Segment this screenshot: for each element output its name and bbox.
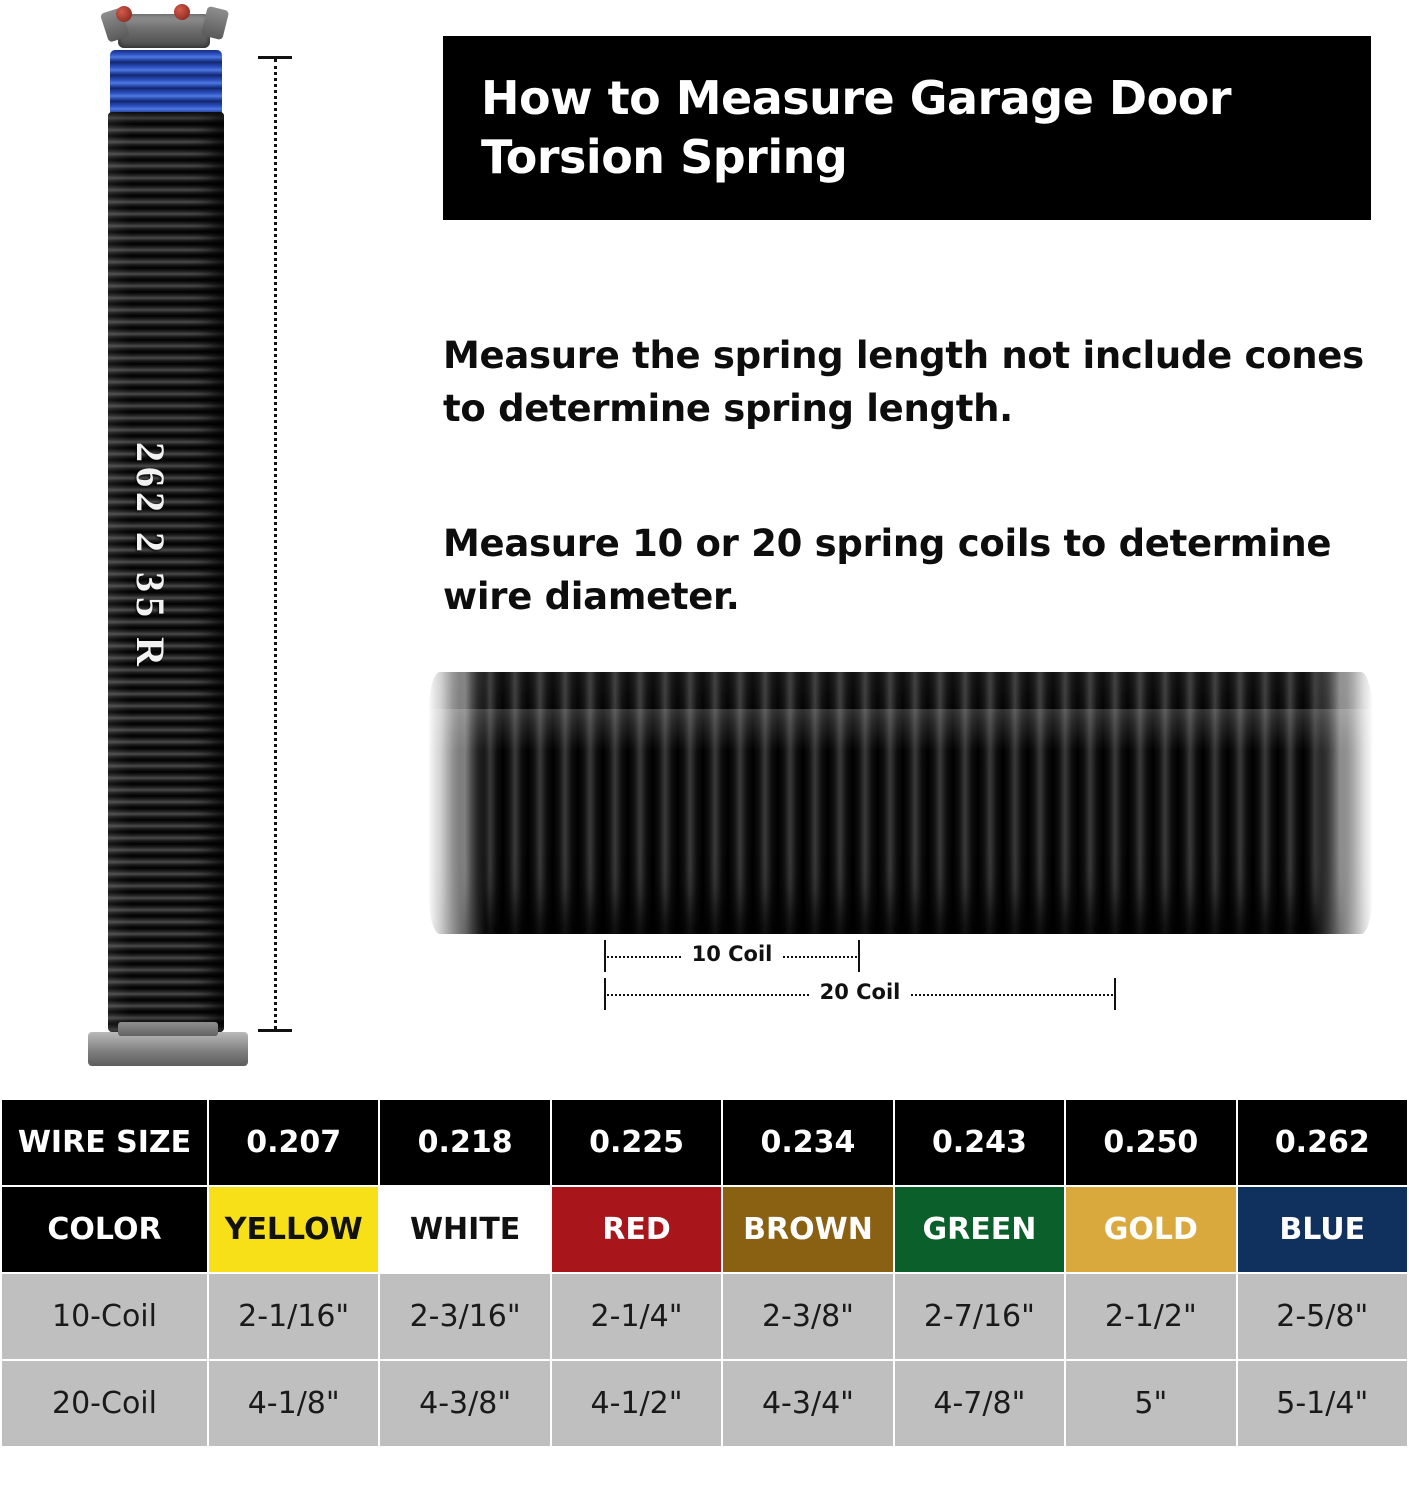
cell-wire-size-1: 0.207	[208, 1099, 379, 1186]
table-row-color	[1, 1186, 1408, 1273]
cell-wire-size-7: 0.262	[1237, 1099, 1408, 1186]
cell-color-5: GREEN	[894, 1186, 1065, 1273]
stationary-cone-base	[88, 1032, 248, 1066]
ten-coil-label: 10 Coil	[683, 942, 782, 966]
instruction-line-2: Measure 10 or 20 spring coils to determine wire diameter.	[443, 522, 1332, 618]
cell-twenty-coil-1: 4-1/8"	[208, 1360, 379, 1447]
cone-setscrew-left	[116, 6, 132, 22]
cell-color-3: RED	[551, 1186, 722, 1273]
cell-twenty-coil-7: 5-1/4"	[1237, 1360, 1408, 1447]
blue-coil-band	[110, 50, 222, 116]
row-header-wire-size: WIRE SIZE	[1, 1099, 208, 1186]
cell-ten-coil-2: 2-3/16"	[379, 1273, 550, 1360]
cell-twenty-coil-3: 4-1/2"	[551, 1360, 722, 1447]
cell-wire-size-6: 0.250	[1065, 1099, 1236, 1186]
cell-wire-size-5: 0.243	[894, 1099, 1065, 1186]
photo-fade-left	[428, 672, 486, 934]
spring-body-vertical	[108, 112, 224, 1032]
cell-twenty-coil-4: 4-3/4"	[722, 1360, 893, 1447]
photo-fade-right	[1315, 672, 1373, 934]
cell-ten-coil-5: 2-7/16"	[894, 1273, 1065, 1360]
winding-cone-top	[100, 4, 230, 52]
ten-coil-measure	[604, 938, 860, 978]
cell-color-7: BLUE	[1237, 1186, 1408, 1273]
cell-color-2: WHITE	[379, 1186, 550, 1273]
twenty-coil-label: 20 Coil	[811, 980, 910, 1004]
spec-table	[0, 1098, 1409, 1448]
bracket-dotted-line	[274, 59, 277, 1029]
bracket-tick-bottom	[258, 1029, 292, 1032]
ten-coil-cap-right	[858, 940, 860, 972]
title-banner	[443, 36, 1371, 220]
cone-setscrew-right	[174, 4, 190, 20]
instruction-line-1: Measure the spring length not include cones to determine spring length.	[443, 334, 1364, 430]
spec-table-wrapper	[0, 1098, 1409, 1448]
twenty-coil-cap-right	[1114, 978, 1116, 1010]
cell-wire-size-3: 0.225	[551, 1099, 722, 1186]
cell-twenty-coil-2: 4-3/8"	[379, 1360, 550, 1447]
horizontal-spring-illustration	[428, 672, 1373, 934]
cell-color-6: GOLD	[1065, 1186, 1236, 1273]
page-title: How to Measure Garage Door Torsion Spring	[481, 71, 1231, 184]
cell-wire-size-2: 0.218	[379, 1099, 550, 1186]
row-header-twenty-coil: 20-Coil	[1, 1360, 208, 1447]
spring-size-label: 262 2 35 R	[128, 442, 173, 671]
cell-color-4: BROWN	[722, 1186, 893, 1273]
cell-twenty-coil-5: 4-7/8"	[894, 1360, 1065, 1447]
cell-twenty-coil-6: 5"	[1065, 1360, 1236, 1447]
cone-lug-right	[201, 6, 230, 40]
table-row-wire-size	[1, 1099, 1408, 1186]
cone-body	[118, 14, 210, 48]
cell-color-1: YELLOW	[208, 1186, 379, 1273]
vertical-spring-illustration	[40, 0, 300, 1085]
cell-ten-coil-6: 2-1/2"	[1065, 1273, 1236, 1360]
cell-ten-coil-3: 2-1/4"	[551, 1273, 722, 1360]
cell-ten-coil-1: 2-1/16"	[208, 1273, 379, 1360]
cell-ten-coil-7: 2-5/8"	[1237, 1273, 1408, 1360]
row-header-color: COLOR	[1, 1186, 208, 1273]
spring-length-measure-bracket	[258, 56, 292, 1032]
cell-wire-size-4: 0.234	[722, 1099, 893, 1186]
table-row-ten-coil	[1, 1273, 1408, 1360]
cell-ten-coil-4: 2-3/8"	[722, 1273, 893, 1360]
twenty-coil-measure	[604, 976, 1116, 1016]
table-row-twenty-coil	[1, 1360, 1408, 1447]
row-header-ten-coil: 10-Coil	[1, 1273, 208, 1360]
